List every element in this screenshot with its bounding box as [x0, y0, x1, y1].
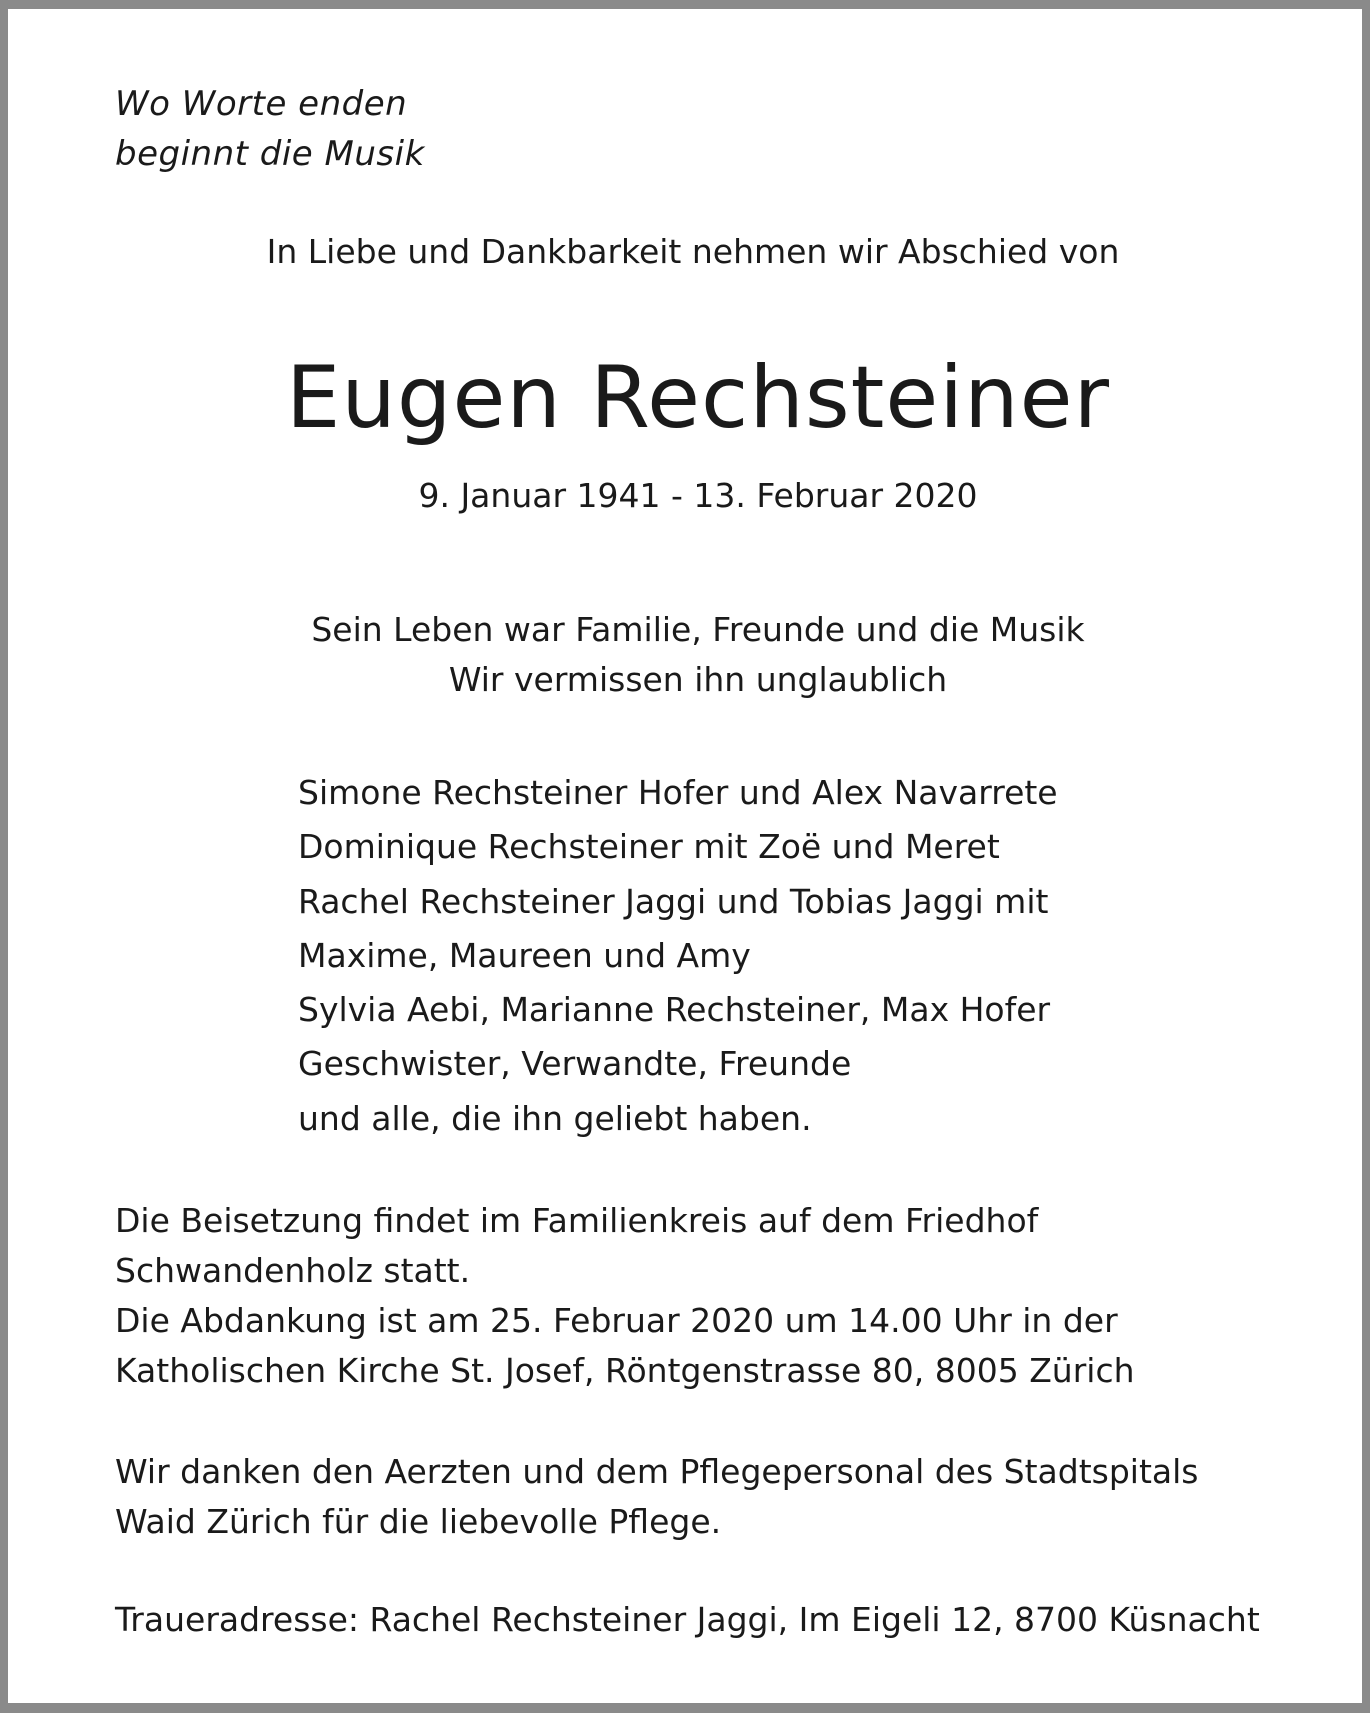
burial-line: Die Beisetzung findet im Familienkreis auf dem Friedhof [115, 1201, 1039, 1240]
mourner-line: und alle, die ihn geliebt haben. [298, 1098, 812, 1138]
motto [115, 79, 425, 179]
mourners-list [298, 766, 1058, 1146]
burial-line: Schwandenholz statt. [115, 1251, 471, 1290]
thanks-note [115, 1447, 1199, 1547]
motto-line: beginnt die Musik [115, 134, 425, 174]
burial-line: Katholischen Kirche St. Josef, Röntgenstrasse 80, 8005 Zürich [115, 1351, 1135, 1390]
mourner-line: Sylvia Aebi, Marianne Rechsteiner, Max Hofer [298, 990, 1051, 1030]
thanks-line: Wir danken den Aerzten und dem Pflegepersonal des Stadtspitals [115, 1452, 1199, 1491]
tribute-line: Sein Leben war Familie, Freunde und die Musik [311, 610, 1085, 649]
mourner-line: Rachel Rechsteiner Jaggi und Tobias Jaggi mit [298, 881, 1049, 921]
deceased-name: Eugen Rechsteiner [286, 348, 1110, 448]
mourner-line: Simone Rechsteiner Hofer und Alex Navarrete [298, 773, 1058, 812]
tribute [13, 605, 1370, 705]
mourner-line: Geschwister, Verwandte, Freunde [298, 1044, 852, 1084]
mourning-address: Traueradresse: Rachel Rechsteiner Jaggi, Im Eigeli 12, 8700 Küsnacht [115, 1600, 1260, 1639]
life-dates: 9. Januar 1941 - 13. Februar 2020 [418, 476, 978, 515]
tribute-line: Wir vermissen ihn unglaublich [448, 660, 948, 699]
thanks-line: Waid Zürich für die liebevolle Pflege. [115, 1502, 722, 1541]
mourner-line: Dominique Rechsteiner mit Zoë und Meret [298, 827, 1000, 867]
burial-line: Die Abdankung ist am 25. Februar 2020 um 14.00 Uhr in der [115, 1301, 1118, 1340]
burial-info [115, 1196, 1135, 1396]
mourner-line: Maxime, Maureen und Amy [298, 935, 751, 975]
motto-line: Wo Worte enden [115, 84, 408, 124]
intro-text: In Liebe und Dankbarkeit nehmen wir Abschied von [266, 232, 1120, 271]
